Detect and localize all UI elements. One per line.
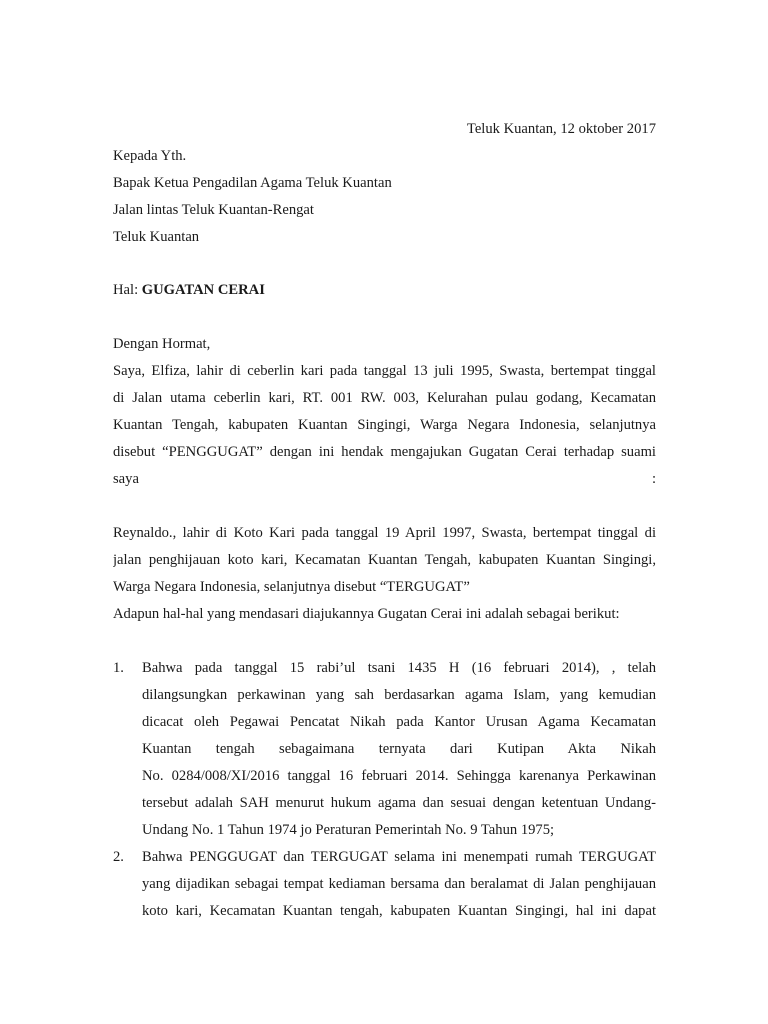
- plaintiff-line: Kuantan Tengah, kabupaten Kuantan Singingi, Warga Negara Indonesia, selanjutnya: [113, 417, 656, 433]
- item-line: dilangsungkan perkawinan yang sah berdasarkan agama Islam, yang kemudian: [142, 687, 656, 703]
- subject-title: GUGATAN CERAI: [141, 282, 265, 298]
- place-date: Teluk Kuantan, 12 oktober 2017: [466, 121, 656, 137]
- plaintiff-last-text: saya: [113, 471, 139, 487]
- defendant-last-line: Warga Negara Indonesia, selanjutnya disebut “TERGUGAT”: [113, 579, 470, 595]
- recipient-line: Bapak Ketua Pengadilan Agama Teluk Kuantan: [113, 175, 392, 191]
- subject-label: Hal:: [113, 282, 142, 298]
- plaintiff-line: Saya, Elfiza, lahir di ceberlin kari pada tanggal 13 juli 1995, Swasta, bertempat tinggal: [113, 363, 656, 379]
- recipient-line: Jalan lintas Teluk Kuantan-Rengat: [113, 202, 314, 218]
- greeting: Dengan Hormat,: [113, 336, 211, 352]
- reasons-intro: Adapun hal-hal yang mendasari diajukannya Gugatan Cerai ini adalah sebagai berikut:: [113, 606, 620, 622]
- subject-line: [113, 277, 656, 304]
- recipient-line: Kepada Yth.: [113, 148, 187, 164]
- spacer: [113, 493, 656, 520]
- list-item: [113, 844, 656, 925]
- plaintiff-last-line: [113, 466, 656, 493]
- item-line: Kuantan tengah sebagaimana ternyata dari Kutipan Akta Nikah: [142, 741, 656, 757]
- item-line: tersebut adalah SAH menurut hukum agama dan sesuai dengan ketentuan Undang-: [142, 795, 656, 811]
- list-number: 2.: [113, 849, 124, 865]
- recipient-line: Teluk Kuantan: [113, 229, 200, 245]
- list-number: 1.: [113, 660, 124, 676]
- item-line: Bahwa pada tanggal 15 rabi’ul tsani 1435 H (16 februari 2014), , telah: [142, 660, 656, 676]
- defendant-line: Reynaldo., lahir di Koto Kari pada tanggal 19 April 1997, Swasta, bertempat tinggal di: [113, 525, 656, 541]
- plaintiff-line: disebut “PENGGUGAT” dengan ini hendak mengajukan Gugatan Cerai terhadap suami: [113, 444, 656, 460]
- defendant-line: jalan penghijauan koto kari, Kecamatan Kuantan Tengah, kabupaten Kuantan Singingi,: [113, 552, 656, 568]
- item-line: Bahwa PENGGUGAT dan TERGUGAT selama ini menempati rumah TERGUGAT: [142, 849, 656, 865]
- spacer: [113, 628, 656, 655]
- item-line: yang dijadikan sebagai tempat kediaman bersama dan beralamat di Jalan penghijauan: [142, 876, 656, 892]
- plaintiff-colon: :: [651, 471, 656, 487]
- item-line: koto kari, Kecamatan Kuantan tengah, kabupaten Kuantan Singingi, hal ini dapat: [142, 903, 656, 919]
- spacer: [113, 251, 656, 277]
- item-last-line: Undang No. 1 Tahun 1974 jo Peraturan Pemerintah No. 9 Tahun 1975;: [142, 822, 555, 838]
- plaintiff-line: di Jalan utama ceberlin kari, RT. 001 RW. 003, Kelurahan pulau godang, Kecamatan: [113, 390, 656, 406]
- item-line: dicacat oleh Pegawai Pencatat Nikah pada Kantor Urusan Agama Kecamatan: [142, 714, 656, 730]
- letter-page: [113, 116, 656, 925]
- spacer: [113, 304, 656, 331]
- item-line: No. 0284/008/XI/2016 tanggal 16 februari 2014. Sehingga karenanya Perkawinan: [142, 768, 656, 784]
- list-item: [113, 655, 656, 844]
